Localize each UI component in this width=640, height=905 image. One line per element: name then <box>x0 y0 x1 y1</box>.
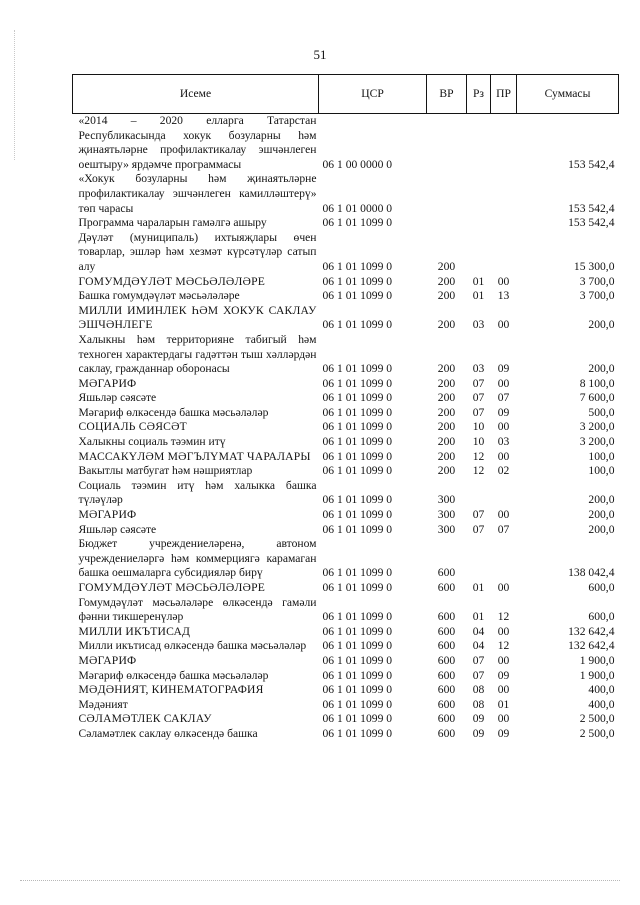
table-body <box>73 114 619 742</box>
header-sum: Суммасы <box>517 75 619 114</box>
row-vr: 600 <box>437 697 456 711</box>
row-csr: 06 1 01 1099 0 <box>322 624 393 638</box>
row-pr: 00 <box>497 318 510 332</box>
row-sum: 153 542,4 <box>568 201 615 215</box>
row-csr: 06 1 01 1099 0 <box>322 362 393 376</box>
row-sum: 3 700,0 <box>579 274 615 288</box>
table-row <box>73 683 619 698</box>
row-csr: 06 1 01 1099 0 <box>322 376 393 390</box>
table-row <box>73 625 619 640</box>
table-row <box>73 391 619 406</box>
table-row <box>73 479 619 508</box>
row-pr: 00 <box>497 624 510 638</box>
row-pr <box>491 216 517 231</box>
row-csr: 06 1 01 1099 0 <box>322 639 393 653</box>
row-vr: 300 <box>437 493 456 507</box>
row-pr: 13 <box>497 289 510 303</box>
row-sum: 100,0 <box>588 464 615 478</box>
row-name: Халыкны һәм территорияне табигый һәм техноген характердагы гадәттән тыш хәлләрдән саклау, гражданнар оборонасы <box>78 332 317 376</box>
table-row <box>73 698 619 713</box>
row-name: МАССАКҮЛӘМ МӘГЪЛҮМАТ ЧАРАЛАРЫ <box>78 449 311 463</box>
scan-bottom-edge <box>20 880 620 881</box>
row-name: Яшьләр сәясәте <box>78 522 157 536</box>
row-pr: 01 <box>497 697 510 711</box>
row-csr: 06 1 01 1099 0 <box>322 697 393 711</box>
row-sum: 153 542,4 <box>568 157 615 171</box>
row-csr: 06 1 01 1099 0 <box>322 668 393 682</box>
row-pr <box>491 231 517 275</box>
row-pr: 09 <box>497 668 510 682</box>
row-csr: 06 1 01 1099 0 <box>322 289 393 303</box>
row-vr: 300 <box>437 522 456 536</box>
row-sum: 3 700,0 <box>579 289 615 303</box>
row-rz: 04 <box>472 624 485 638</box>
row-sum: 15 300,0 <box>573 259 615 273</box>
row-vr: 200 <box>437 405 456 419</box>
row-rz: 07 <box>472 405 485 419</box>
row-rz: 10 <box>472 420 485 434</box>
row-rz: 01 <box>472 581 485 594</box>
row-name: Мәдәният <box>78 697 128 711</box>
header-vr: ВР <box>427 75 467 114</box>
table-row <box>73 216 619 231</box>
budget-table <box>72 74 619 742</box>
row-csr: 06 1 01 1099 0 <box>322 610 393 624</box>
row-pr: 00 <box>497 683 510 697</box>
row-rz: 07 <box>472 653 485 667</box>
row-rz: 01 <box>472 610 485 624</box>
table-row <box>73 712 619 727</box>
row-vr: 600 <box>437 712 456 726</box>
row-rz: 12 <box>472 464 485 478</box>
row-csr: 06 1 01 1099 0 <box>322 318 393 332</box>
row-rz: 03 <box>472 318 485 332</box>
table-row <box>73 406 619 421</box>
row-vr: 200 <box>437 318 456 332</box>
row-csr: 06 1 01 1099 0 <box>322 653 393 667</box>
header-name: Исеме <box>73 75 319 114</box>
table-row <box>73 420 619 435</box>
row-name: Бюджет учреждениеләренә, автоном учреждениеләргә һәм коммерциягә карамаган башка оешмаларга субсидияләр бирү <box>78 537 317 580</box>
row-pr: 07 <box>497 391 510 405</box>
row-name: «2014 – 2020 елларга Татарстан Республикасында хокук бозуларны һәм җинаятьләрне профилактикалау эшчәнлеген оештыру» ярдәмче программасы <box>78 114 317 171</box>
table-row <box>73 523 619 538</box>
table-row <box>73 172 619 216</box>
row-sum: 1 900,0 <box>579 668 615 682</box>
row-vr: 600 <box>437 668 456 682</box>
row-rz: 09 <box>472 712 485 726</box>
row-rz: 03 <box>472 362 485 376</box>
row-name: «Хокук бозуларны һәм җинаятьләрне профилактикалау эшчәнлеген камилләштерү» төп чарасы <box>78 172 317 215</box>
row-rz <box>467 172 491 216</box>
row-sum: 132 642,4 <box>568 639 615 653</box>
row-pr: 12 <box>497 639 510 653</box>
row-vr: 600 <box>437 639 456 653</box>
table-row <box>73 537 619 581</box>
row-csr: 06 1 01 1099 0 <box>322 216 393 230</box>
row-csr: 06 1 01 1099 0 <box>322 726 393 740</box>
table-row <box>73 639 619 654</box>
row-sum: 200,0 <box>588 522 615 536</box>
table-row <box>73 304 619 333</box>
row-vr: 200 <box>437 259 456 273</box>
row-sum: 8 100,0 <box>579 376 615 390</box>
row-name: Сәламәтлек саклау өлкәсендә башка <box>78 726 258 740</box>
row-pr: 00 <box>497 376 510 390</box>
row-vr: 300 <box>437 508 456 522</box>
row-csr: 06 1 01 1099 0 <box>322 464 393 478</box>
row-pr <box>491 537 517 581</box>
table-row <box>73 508 619 523</box>
row-rz: 08 <box>472 697 485 711</box>
table-row <box>73 275 619 290</box>
row-pr: 00 <box>497 712 510 726</box>
row-sum: 600,0 <box>588 581 615 594</box>
row-csr: 06 1 01 1099 0 <box>322 259 393 273</box>
header-csr: ЦСР <box>319 75 427 114</box>
row-name: МӘГАРИФ <box>78 508 137 522</box>
row-pr: 12 <box>497 610 510 624</box>
row-vr: 600 <box>437 726 456 740</box>
row-rz: 07 <box>472 522 485 536</box>
row-sum: 3 200,0 <box>579 420 615 434</box>
row-sum: 2 500,0 <box>579 712 615 726</box>
row-rz <box>467 231 491 275</box>
row-name: МИЛЛИ ИМИНЛЕК ҺӘМ ХОКУК САКЛАУ ЭШЧӘНЛЕГЕ <box>78 303 317 332</box>
row-sum: 600,0 <box>588 610 615 624</box>
row-pr: 02 <box>497 464 510 478</box>
row-rz: 08 <box>472 683 485 697</box>
row-vr: 600 <box>437 610 456 624</box>
row-pr: 03 <box>497 435 510 449</box>
row-rz <box>467 537 491 581</box>
table-row <box>73 377 619 392</box>
row-name: МИЛЛИ ИКЪТИСАД <box>78 624 191 638</box>
row-name: Башка гомумдәүләт мәсьәләләре <box>78 289 240 303</box>
row-rz <box>467 479 491 508</box>
table-row <box>73 114 619 173</box>
row-vr: 600 <box>437 624 456 638</box>
row-csr: 06 1 00 0000 0 <box>322 157 393 171</box>
row-pr: 09 <box>497 362 510 376</box>
row-rz <box>467 216 491 231</box>
row-pr <box>491 114 517 173</box>
row-vr <box>427 216 467 231</box>
row-vr: 200 <box>437 362 456 376</box>
row-name: Мәгариф өлкәсендә башка мәсьәләләр <box>78 405 269 419</box>
row-name: СОЦИАЛЬ СӘЯСӘТ <box>78 420 187 434</box>
row-vr: 200 <box>437 435 456 449</box>
row-rz: 07 <box>472 668 485 682</box>
row-vr: 600 <box>437 566 456 580</box>
row-vr: 200 <box>437 449 456 463</box>
table-row <box>73 596 619 625</box>
row-pr: 07 <box>497 522 510 536</box>
row-csr: 06 1 01 1099 0 <box>322 420 393 434</box>
row-csr: 06 1 01 1099 0 <box>322 683 393 697</box>
table-row <box>73 231 619 275</box>
row-sum: 100,0 <box>588 449 615 463</box>
row-pr: 09 <box>497 726 510 740</box>
table-row <box>73 581 619 596</box>
row-name: МӘДӘНИЯТ, КИНЕМАТОГРАФИЯ <box>78 683 264 697</box>
row-sum: 2 500,0 <box>579 726 615 740</box>
row-name: Халыкны социаль тәэмин итү <box>78 435 226 449</box>
row-sum: 200,0 <box>588 318 615 332</box>
row-sum: 7 600,0 <box>579 391 615 405</box>
row-pr <box>491 172 517 216</box>
row-rz: 07 <box>472 391 485 405</box>
row-name: ГОМУМДӘҮЛӘТ МӘСЬӘЛӘЛӘРЕ <box>78 274 266 288</box>
row-name: МӘГАРИФ <box>78 376 137 390</box>
row-csr: 06 1 01 1099 0 <box>322 581 393 594</box>
table-row <box>73 333 619 377</box>
row-rz: 01 <box>472 289 485 303</box>
row-csr: 06 1 01 1099 0 <box>322 508 393 522</box>
row-sum: 200,0 <box>588 362 615 376</box>
row-rz: 01 <box>472 274 485 288</box>
row-csr: 06 1 01 1099 0 <box>322 435 393 449</box>
row-name: Дәүләт (муниципаль) ихтыяҗлары өчен товарлар, эшләр һәм хезмәт күрсәтүләр сатып алу <box>78 230 317 273</box>
row-sum: 400,0 <box>588 683 615 697</box>
row-rz: 07 <box>472 508 485 522</box>
table-row <box>73 654 619 669</box>
row-pr <box>491 479 517 508</box>
row-name: МӘГАРИФ <box>78 653 137 667</box>
row-sum: 138 042,4 <box>568 566 615 580</box>
row-csr: 06 1 01 1099 0 <box>322 493 393 507</box>
row-vr: 200 <box>437 376 456 390</box>
row-name: Социаль тәэмин итү һәм халыкка башка түләүләр <box>78 478 317 507</box>
row-csr: 06 1 01 1099 0 <box>322 405 393 419</box>
row-csr: 06 1 01 1099 0 <box>322 566 393 580</box>
row-pr: 00 <box>497 449 510 463</box>
table-header-row <box>73 75 619 114</box>
row-sum: 132 642,4 <box>568 624 615 638</box>
row-csr: 06 1 01 1099 0 <box>322 391 393 405</box>
row-name: ГОМУМДӘҮЛӘТ МӘСЬӘЛӘЛӘРЕ <box>78 581 266 594</box>
row-vr: 200 <box>437 420 456 434</box>
row-name: Вакытлы матбугат һәм нәшриятлар <box>78 464 253 478</box>
table-row <box>73 727 619 742</box>
row-name: Мәгариф өлкәсендә башка мәсьәләләр <box>78 668 269 682</box>
row-vr: 200 <box>437 391 456 405</box>
row-csr: 06 1 01 0000 0 <box>322 201 393 215</box>
row-rz: 07 <box>472 376 485 390</box>
row-vr <box>427 114 467 173</box>
row-vr: 200 <box>437 274 456 288</box>
row-sum: 153 542,4 <box>568 216 615 230</box>
row-pr: 00 <box>497 581 510 594</box>
row-name: Гомумдәүләт мәсьәләләре өлкәсендә гамәли фәнни тикшеренүләр <box>78 595 317 624</box>
row-pr: 00 <box>497 653 510 667</box>
row-vr: 200 <box>437 464 456 478</box>
row-rz <box>467 114 491 173</box>
row-csr: 06 1 01 1099 0 <box>322 522 393 536</box>
row-pr: 00 <box>497 508 510 522</box>
table-row <box>73 289 619 304</box>
row-pr: 09 <box>497 405 510 419</box>
table-row <box>73 435 619 450</box>
table-row <box>73 450 619 465</box>
row-vr <box>427 172 467 216</box>
header-rz: Рз <box>467 75 491 114</box>
row-rz: 04 <box>472 639 485 653</box>
row-sum: 400,0 <box>588 697 615 711</box>
header-pr: ПР <box>491 75 517 114</box>
row-sum: 200,0 <box>588 493 615 507</box>
row-rz: 12 <box>472 449 485 463</box>
row-pr: 00 <box>497 420 510 434</box>
row-sum: 200,0 <box>588 508 615 522</box>
row-rz: 09 <box>472 726 485 740</box>
row-name: СӘЛАМӘТЛЕК САКЛАУ <box>78 712 212 726</box>
row-sum: 1 900,0 <box>579 653 615 667</box>
table-row <box>73 669 619 684</box>
row-csr: 06 1 01 1099 0 <box>322 712 393 726</box>
row-name: Милли икътисад өлкәсендә башка мәсьәләләр <box>78 639 307 653</box>
row-pr: 00 <box>497 274 510 288</box>
row-name: Программа чараларын гамәлгә ашыру <box>78 216 267 230</box>
row-vr: 600 <box>437 653 456 667</box>
row-sum: 3 200,0 <box>579 435 615 449</box>
row-name: Яшьләр сәясәте <box>78 391 157 405</box>
row-rz: 10 <box>472 435 485 449</box>
table-row <box>73 464 619 479</box>
page-number: 51 <box>313 47 327 62</box>
row-vr: 200 <box>437 289 456 303</box>
row-csr: 06 1 01 1099 0 <box>322 449 393 463</box>
row-vr: 600 <box>437 581 456 594</box>
row-sum: 500,0 <box>588 405 615 419</box>
row-csr: 06 1 01 1099 0 <box>322 274 393 288</box>
row-vr: 600 <box>437 683 456 697</box>
